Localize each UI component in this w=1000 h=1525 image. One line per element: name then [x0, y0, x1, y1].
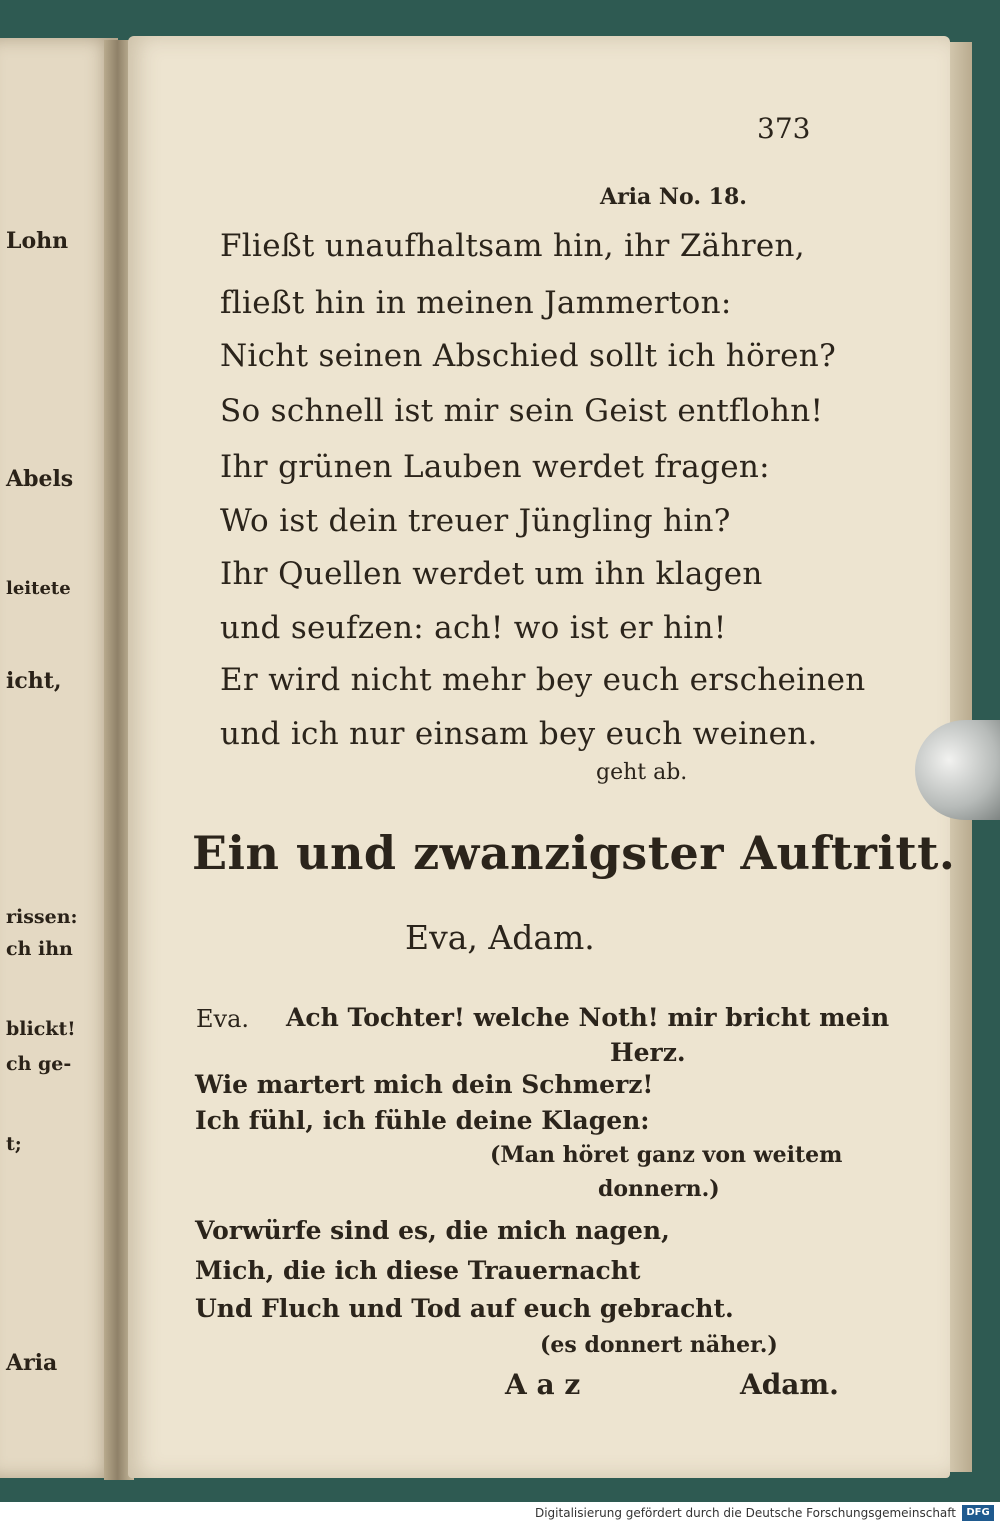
- verse-line: fließt hin in meinen Jammerton:: [220, 285, 732, 321]
- stage-direction: donnern.): [598, 1176, 720, 1202]
- left-margin-word: ch ihn: [6, 938, 73, 960]
- verse-line: Ihr grünen Lauben werdet fragen:: [220, 449, 770, 485]
- page-number: 373: [757, 112, 811, 145]
- dialogue-line: Und Fluch und Tod auf euch gebracht.: [195, 1294, 734, 1323]
- left-margin-word: blickt!: [6, 1018, 76, 1040]
- verse-line: Er wird nicht mehr bey euch erscheinen: [220, 662, 866, 698]
- footer-bar: [0, 1502, 1000, 1525]
- left-margin-word: icht,: [6, 668, 62, 694]
- left-margin-word: Aria: [6, 1350, 58, 1376]
- dfg-logo-icon: DFG: [962, 1505, 994, 1521]
- stage-direction-exit: geht ab.: [596, 760, 688, 785]
- dialogue-line: Wie martert mich dein Schmerz!: [195, 1070, 654, 1099]
- verse-line: Fließt unaufhaltsam hin, ihr Zähren,: [220, 228, 805, 264]
- left-margin-word: t;: [6, 1133, 22, 1155]
- signature-mark: A a z: [505, 1368, 581, 1401]
- catchword: Adam.: [740, 1368, 839, 1401]
- dialogue-line: Mich, die ich diese Trauernacht: [195, 1256, 641, 1285]
- cast-list: Eva, Adam.: [405, 918, 595, 957]
- dialogue-line: Vorwürfe sind es, die mich nagen,: [195, 1216, 670, 1245]
- left-margin-word: Lohn: [6, 228, 69, 254]
- stage-direction: (Man höret ganz von weitem: [490, 1142, 843, 1168]
- left-margin-word: Abels: [6, 466, 74, 492]
- verse-line: Nicht seinen Abschied sollt ich hören?: [220, 338, 836, 374]
- dialogue-line: Ich fühl, ich fühle deine Klagen:: [195, 1106, 650, 1135]
- speaker-name: Eva.: [196, 1005, 250, 1033]
- aria-heading: Aria No. 18.: [600, 184, 747, 210]
- funding-credit: Digitalisierung gefördert durch die Deutsche Forschungsgemeinschaft: [534, 1506, 956, 1520]
- left-page: [0, 38, 118, 1478]
- scene-title: Ein und zwanzigster Auftritt.: [192, 826, 956, 880]
- left-margin-word: leitete: [6, 578, 71, 599]
- dialogue-line: Herz.: [610, 1038, 686, 1067]
- verse-line: So schnell ist mir sein Geist entflohn!: [220, 393, 824, 429]
- left-margin-word: ch ge-: [6, 1053, 72, 1075]
- verse-line: Ihr Quellen werdet um ihn klagen: [220, 556, 763, 592]
- verse-line: und seufzen: ach! wo ist er hin!: [220, 610, 727, 646]
- stage-direction: (es donnert näher.): [540, 1332, 778, 1358]
- verse-line: Wo ist dein treuer Jüngling hin?: [220, 503, 731, 539]
- left-margin-word: rissen:: [6, 906, 78, 928]
- dialogue-line: Ach Tochter! welche Noth! mir bricht mein: [286, 1003, 890, 1032]
- verse-line: und ich nur einsam bey euch weinen.: [220, 716, 818, 752]
